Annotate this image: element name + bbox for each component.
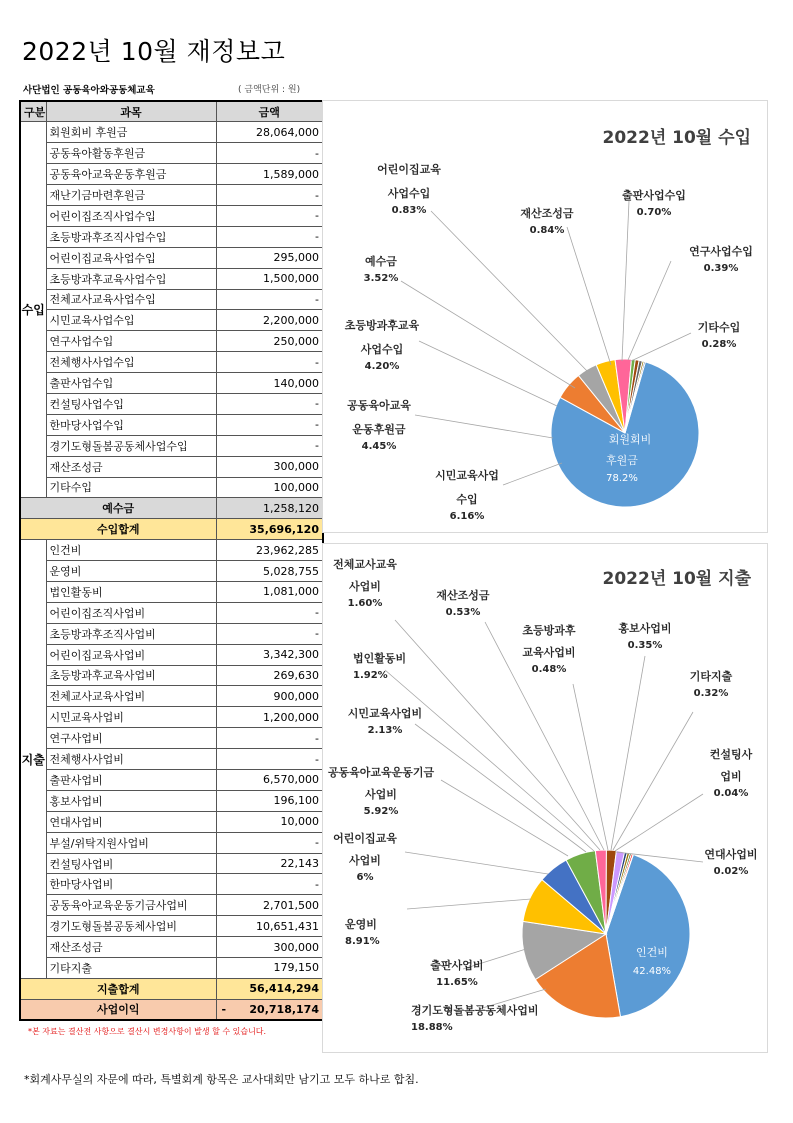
income-item-name: 출판사업수입 [46, 373, 216, 394]
income-row [20, 373, 323, 394]
expense-item-name: 전체행사사업비 [46, 749, 216, 770]
expense-item-amount: 196,100 [216, 790, 323, 811]
income-item-name: 공동육아활동후원금 [46, 143, 216, 164]
income-value-label: 3.52% [363, 273, 399, 284]
expense-item-amount: 22,143 [216, 853, 323, 874]
income-leader-line [503, 463, 562, 485]
income-item-name: 경기도형돌봄공동체사업수입 [46, 435, 216, 456]
income-item-amount: 28,064,000 [216, 122, 323, 143]
income-label: 후원금 [606, 454, 638, 467]
expense-chart-title: 2022년 10월 지출 [602, 569, 751, 589]
expense-value-label: 0.32% [693, 688, 729, 699]
header-item: 과목 [46, 101, 216, 122]
profit-amount [216, 999, 323, 1020]
income-item-name: 전체행사사업수입 [46, 352, 216, 373]
expense-label: 인건비 [636, 946, 668, 959]
income-item-amount: 295,000 [216, 247, 323, 268]
expense-value-label: 5.92% [363, 806, 399, 817]
income-row [20, 247, 323, 268]
income-row [20, 477, 323, 498]
expense-value-label: 1.60% [347, 598, 383, 609]
expense-item-amount: 300,000 [216, 937, 323, 958]
profit-value: 20,718,174 [249, 1002, 319, 1016]
expense-label: 초등방과후 [522, 624, 576, 637]
expense-row [20, 728, 323, 749]
income-item-amount: 250,000 [216, 331, 323, 352]
expense-row [20, 937, 323, 958]
expense-leader-line [415, 724, 586, 852]
income-item-amount: - [216, 414, 323, 435]
profit-sign: - [221, 1002, 227, 1016]
expense-item-amount: - [216, 832, 323, 853]
expense-label: 공동육아교육운동기금 [327, 766, 435, 779]
expense-item-amount: 269,630 [216, 665, 323, 686]
organization-name: 사단법인 공동육아와공동체교육 [23, 85, 155, 96]
income-row [20, 226, 323, 247]
income-label: 사업수입 [387, 187, 431, 200]
income-item-name: 공동육아교육운동후원금 [46, 164, 216, 185]
income-label: 공동육아교육 [347, 399, 411, 412]
expense-total-row [20, 978, 323, 999]
expense-group-label: 지출 [20, 540, 46, 979]
expense-row [20, 790, 323, 811]
expense-row [20, 686, 323, 707]
income-item-name: 컨설팅사업수입 [46, 393, 216, 414]
income-section [20, 122, 323, 498]
income-label: 사업수입 [360, 343, 404, 356]
income-item-amount: 300,000 [216, 456, 323, 477]
income-total-row [20, 519, 323, 540]
expense-item-name: 연대사업비 [46, 811, 216, 832]
income-chart [322, 100, 768, 533]
expense-pie-svg [323, 544, 767, 1052]
finance-table [19, 100, 324, 1021]
currency-unit: ( 금액단위 : 원) [238, 85, 301, 95]
income-leader-line [567, 227, 611, 365]
income-row [20, 310, 323, 331]
expense-chart [322, 543, 768, 1053]
income-row [20, 393, 323, 414]
expense-item-name: 법인활동비 [46, 581, 216, 602]
income-label: 연구사업수입 [689, 245, 753, 258]
income-leader-line [415, 415, 553, 438]
income-item-amount: 1,500,000 [216, 268, 323, 289]
income-value-label: 78.2% [606, 473, 638, 484]
income-row [20, 268, 323, 289]
expense-value-label: 0.04% [713, 788, 749, 799]
income-leader-line [622, 201, 629, 361]
income-value-label: 0.83% [391, 205, 427, 216]
profit-label: 사업이익 [20, 999, 216, 1020]
income-item-amount: 100,000 [216, 477, 323, 498]
income-item-amount: - [216, 226, 323, 247]
expense-item-amount: 6,570,000 [216, 770, 323, 791]
expense-value-label: 8.91% [345, 936, 380, 947]
income-item-amount: - [216, 143, 323, 164]
income-item-name: 재산조성금 [46, 456, 216, 477]
income-label: 수입 [456, 493, 478, 506]
expense-leader-line [407, 899, 531, 909]
income-item-name: 전체교사교육사업수입 [46, 289, 216, 310]
expense-item-name: 재산조성금 [46, 937, 216, 958]
income-item-amount: 140,000 [216, 373, 323, 394]
expense-item-name: 출판사업비 [46, 770, 216, 791]
expense-item-amount: - [216, 874, 323, 895]
expense-value-label: 1.92% [353, 670, 388, 681]
income-leader-line [419, 341, 557, 406]
income-item-name: 기타수입 [46, 477, 216, 498]
income-item-name: 한마당사업수입 [46, 414, 216, 435]
expense-item-amount: 900,000 [216, 686, 323, 707]
income-leader-line [401, 281, 575, 388]
income-row [20, 435, 323, 456]
income-leader-line [631, 333, 691, 361]
expense-summary [20, 978, 323, 1020]
expense-value-label: 0.35% [627, 640, 663, 651]
deposit-row [20, 498, 323, 519]
expense-label: 홍보사업비 [618, 622, 672, 635]
expense-label: 컨설팅사 [709, 748, 753, 761]
expense-row [20, 707, 323, 728]
income-pie-svg [323, 101, 767, 532]
expense-value-label: 42.48% [632, 966, 672, 977]
expense-value-label: 6% [356, 872, 374, 883]
expense-item-amount: 5,028,755 [216, 561, 323, 582]
expense-item-amount: - [216, 749, 323, 770]
expense-item-name: 기타지출 [46, 958, 216, 979]
expense-item-name: 운영비 [46, 561, 216, 582]
expense-item-amount: 179,150 [216, 958, 323, 979]
expense-leader-line [385, 670, 594, 851]
income-item-name: 초등방과후교육사업수입 [46, 268, 216, 289]
expense-row [20, 644, 323, 665]
expense-label: 사업비 [365, 788, 397, 801]
expense-row [20, 853, 323, 874]
income-summary [20, 498, 323, 540]
expense-label: 시민교육사업비 [347, 707, 423, 720]
income-label: 회원회비 [608, 433, 652, 446]
income-item-amount: 2,200,000 [216, 310, 323, 331]
income-row [20, 164, 323, 185]
income-label: 기타수입 [697, 321, 741, 334]
income-value-label: 0.28% [701, 339, 737, 350]
income-item-amount: - [216, 352, 323, 373]
income-row [20, 122, 323, 143]
income-leader-line [431, 211, 589, 373]
expense-item-amount: 23,962,285 [216, 540, 323, 561]
page-title: 2022년 10월 재정보고 [22, 37, 286, 66]
income-item-name: 시민교육사업수입 [46, 310, 216, 331]
expense-label: 재산조성금 [436, 589, 490, 602]
income-value-label: 0.70% [636, 207, 672, 218]
income-value-label: 0.84% [529, 225, 565, 236]
expense-item-name: 어린이집조직사업비 [46, 602, 216, 623]
header-category: 구분 [20, 101, 46, 122]
deposit-label: 예수금 [20, 498, 216, 519]
expense-item-name: 한마당사업비 [46, 874, 216, 895]
expense-item-name: 초등방과후조직사업비 [46, 623, 216, 644]
expense-value-label: 18.88% [411, 1022, 453, 1033]
expense-item-name: 시민교육사업비 [46, 707, 216, 728]
income-label: 초등방과후교육 [344, 319, 420, 332]
income-total-amount: 35,696,120 [216, 519, 323, 540]
expense-label: 출판사업비 [430, 959, 484, 972]
expense-item-amount: - [216, 602, 323, 623]
expense-label: 기타지출 [689, 670, 733, 683]
expense-item-name: 홍보사업비 [46, 790, 216, 811]
expense-item-amount: 10,651,431 [216, 916, 323, 937]
income-item-name: 회원회비 후원금 [46, 122, 216, 143]
expense-row [20, 874, 323, 895]
expense-section [20, 540, 323, 979]
income-row [20, 143, 323, 164]
expense-label: 법인활동비 [353, 652, 407, 665]
income-item-amount: - [216, 393, 323, 414]
income-value-label: 4.20% [364, 361, 400, 372]
expense-row [20, 602, 323, 623]
expense-row [20, 561, 323, 582]
expense-row [20, 623, 323, 644]
expense-leader-line [611, 656, 645, 850]
expense-item-name: 컨설팅사업비 [46, 853, 216, 874]
income-total-label: 수입합계 [20, 519, 216, 540]
expense-item-name: 인건비 [46, 540, 216, 561]
income-label: 출판사업수입 [622, 189, 686, 202]
expense-row [20, 770, 323, 791]
income-item-name: 초등방과후조직사업수입 [46, 226, 216, 247]
income-row [20, 352, 323, 373]
income-row [20, 289, 323, 310]
expense-label: 운영비 [345, 918, 377, 931]
expense-item-name: 초등방과후교육사업비 [46, 665, 216, 686]
expense-item-amount: 1,200,000 [216, 707, 323, 728]
income-item-name: 어린이집교육사업수입 [46, 247, 216, 268]
expense-label: 경기도형돌봄공동체사업비 [411, 1004, 539, 1017]
expense-value-label: 0.53% [445, 607, 481, 618]
expense-label: 업비 [720, 770, 742, 783]
income-group-label: 수입 [20, 122, 46, 498]
income-item-name: 재난기금마련후원금 [46, 185, 216, 206]
income-row [20, 331, 323, 352]
expense-item-name: 공동육아교육운동기금사업비 [46, 895, 216, 916]
income-label: 운동후원금 [352, 423, 406, 436]
header-amount: 금액 [216, 101, 323, 122]
expense-label: 사업비 [349, 580, 381, 593]
expense-row [20, 811, 323, 832]
expense-label: 어린이집교육 [333, 832, 397, 845]
expense-row [20, 895, 323, 916]
income-label: 재산조성금 [520, 207, 574, 220]
expense-row [20, 958, 323, 979]
income-item-name: 연구사업수입 [46, 331, 216, 352]
expense-leader-line [405, 852, 548, 874]
expense-item-amount: 10,000 [216, 811, 323, 832]
expense-label: 사업비 [349, 854, 381, 867]
expense-item-amount: - [216, 623, 323, 644]
income-value-label: 4.45% [361, 441, 397, 452]
expense-leader-line [613, 712, 693, 850]
income-row [20, 205, 323, 226]
income-row [20, 456, 323, 477]
expense-label: 교육사업비 [522, 646, 576, 659]
income-label: 시민교육사업 [435, 469, 499, 482]
footer-note: *회계사무실의 자문에 따라, 특별회계 항목은 교사대회만 남기고 모두 하나로 합침. [24, 1073, 419, 1086]
expense-item-amount: 2,701,500 [216, 895, 323, 916]
expense-row [20, 832, 323, 853]
income-label: 예수금 [365, 255, 397, 268]
expense-total-amount: 56,414,294 [216, 978, 323, 999]
expense-leader-line [615, 794, 703, 851]
expense-item-name: 경기도형돌봄공동체사업비 [46, 916, 216, 937]
expense-value-label: 0.48% [531, 664, 567, 675]
deposit-amount: 1,258,120 [216, 498, 323, 519]
income-value-label: 0.39% [703, 263, 739, 274]
income-row [20, 414, 323, 435]
expense-item-amount: 1,081,000 [216, 581, 323, 602]
expense-item-name: 전체교사교육사업비 [46, 686, 216, 707]
expense-row [20, 665, 323, 686]
expense-item-amount: 3,342,300 [216, 644, 323, 665]
expense-label: 전체교사교육 [333, 558, 397, 571]
income-item-amount: - [216, 435, 323, 456]
expense-value-label: 0.02% [713, 866, 749, 877]
income-row [20, 185, 323, 206]
expense-total-label: 지출합계 [20, 978, 216, 999]
expense-value-label: 11.65% [436, 977, 478, 988]
expense-item-name: 어린이집교육사업비 [46, 644, 216, 665]
income-item-amount: - [216, 289, 323, 310]
disclaimer-note: *본 자료는 결산전 사항으로 결산시 변경사항이 발생 할 수 있습니다. [28, 1027, 267, 1036]
profit-row [20, 999, 323, 1020]
expense-row [20, 581, 323, 602]
expense-item-amount: - [216, 728, 323, 749]
income-value-label: 6.16% [449, 511, 485, 522]
income-item-amount: 1,589,000 [216, 164, 323, 185]
income-chart-title: 2022년 10월 수입 [602, 128, 751, 148]
expense-value-label: 2.13% [367, 725, 403, 736]
expense-item-name: 연구사업비 [46, 728, 216, 749]
expense-row [20, 749, 323, 770]
income-item-amount: - [216, 205, 323, 226]
income-label: 어린이집교육 [377, 163, 441, 176]
expense-item-name: 부설/위탁지원사업비 [46, 832, 216, 853]
income-item-name: 어린이집조직사업수입 [46, 205, 216, 226]
expense-row [20, 540, 323, 561]
income-item-amount: - [216, 185, 323, 206]
expense-label: 연대사업비 [704, 848, 758, 861]
expense-row [20, 916, 323, 937]
